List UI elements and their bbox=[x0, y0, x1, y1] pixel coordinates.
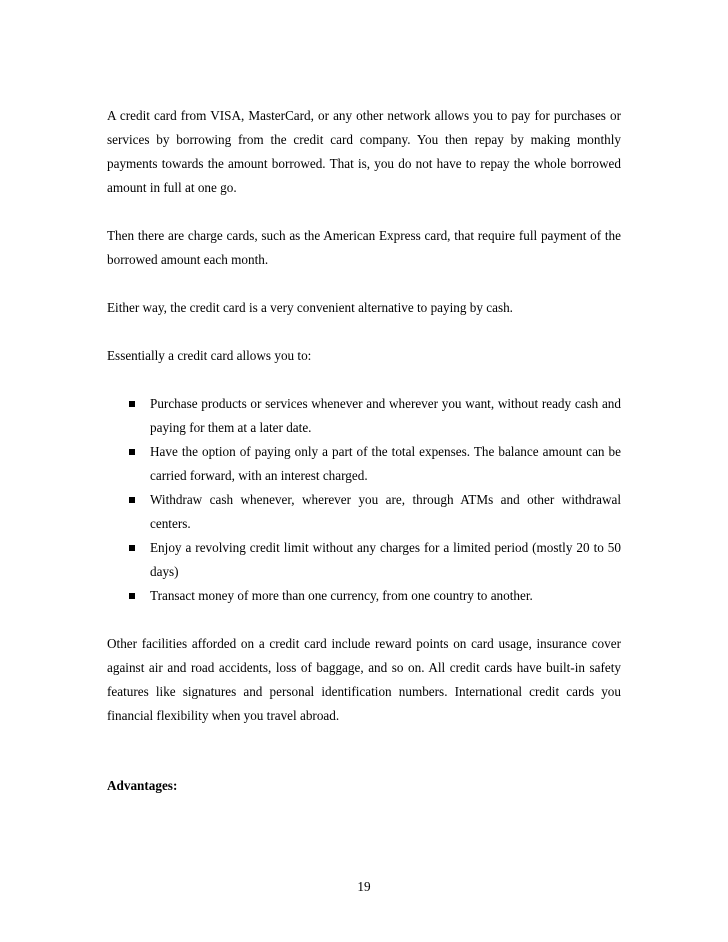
page-number: 19 bbox=[357, 879, 371, 894]
intro-paragraph: A credit card from VISA, MasterCard, or any other network allows you to pay for purchases or services by borrowing from the credit card company. You then repay by making monthly payments towards the amount borrowed. That is, you do not have to repay the whole borrowed amount in full at one go. bbox=[107, 108, 621, 195]
list-item bbox=[107, 392, 621, 440]
list-intro-paragraph: Essentially a credit card allows you to: bbox=[107, 348, 312, 363]
square-bullet-icon bbox=[129, 449, 135, 455]
list-item-text: Enjoy a revolving credit limit without any charges for a limited period (mostly 20 to 50 days) bbox=[150, 540, 621, 579]
list-item-text: Transact money of more than one currency, from one country to another. bbox=[150, 588, 533, 603]
list-item-text: Withdraw cash whenever, wherever you are, through ATMs and other withdrawal centers. bbox=[150, 492, 621, 531]
list-item-text: Have the option of paying only a part of the total expenses. The balance amount can be carried forward, with an interest charged. bbox=[150, 444, 621, 483]
list-item bbox=[107, 536, 621, 584]
square-bullet-icon bbox=[129, 593, 135, 599]
facilities-paragraph: Other facilities afforded on a credit card include reward points on card usage, insurance cover against air and road accidents, loss of baggage, and so on. All credit cards have built-in safety features like signatures and personal identification numbers. International credit cards you financial flexibility when you travel abroad. bbox=[107, 636, 621, 723]
page-content bbox=[107, 104, 621, 798]
advantages-heading: Advantages: bbox=[107, 778, 178, 793]
charge-cards-paragraph: Then there are charge cards, such as the American Express card, that require full payment of the borrowed amount each month. bbox=[107, 228, 621, 267]
list-item-text: Purchase products or services whenever and wherever you want, without ready cash and paying for them at a later date. bbox=[150, 396, 621, 435]
square-bullet-icon bbox=[129, 401, 135, 407]
square-bullet-icon bbox=[129, 497, 135, 503]
convenience-paragraph: Either way, the credit card is a very convenient alternative to paying by cash. bbox=[107, 300, 513, 315]
square-bullet-icon bbox=[129, 545, 135, 551]
list-item bbox=[107, 584, 621, 608]
list-item bbox=[107, 488, 621, 536]
list-item bbox=[107, 440, 621, 488]
benefits-list bbox=[107, 392, 621, 608]
